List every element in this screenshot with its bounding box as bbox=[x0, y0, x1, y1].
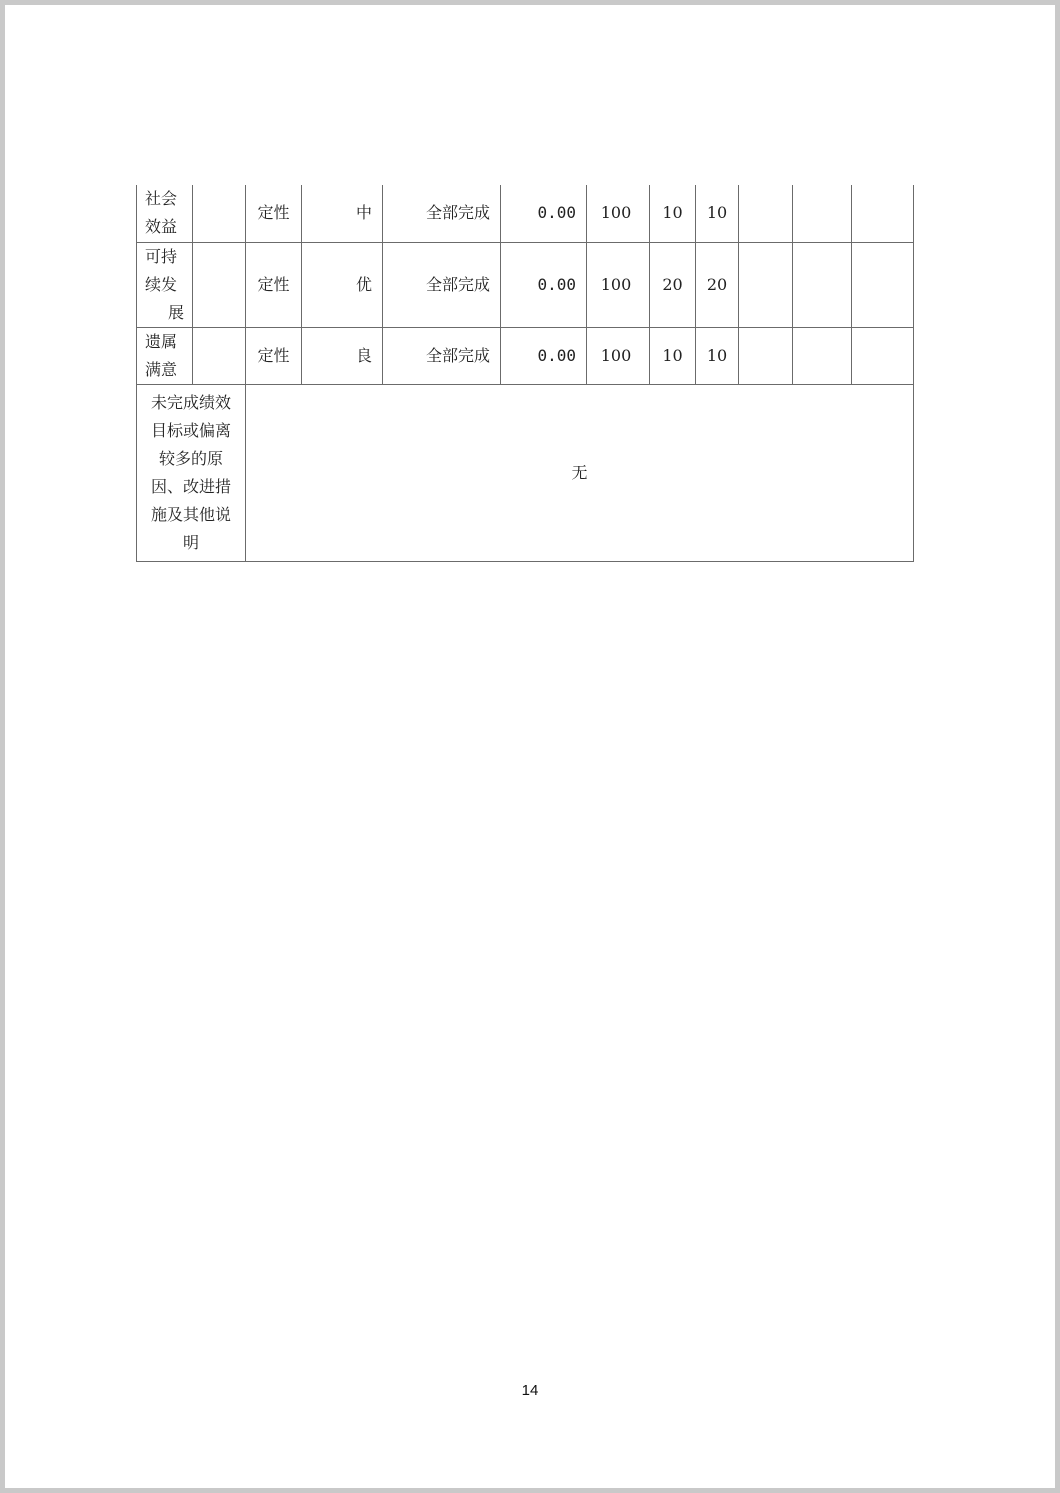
full-score-cell: 100 bbox=[587, 327, 650, 384]
indicator-cell bbox=[137, 185, 193, 242]
status-cell: 全部完成 bbox=[383, 327, 501, 384]
type-cell: 定性 bbox=[246, 327, 302, 384]
empty-cell bbox=[852, 242, 914, 327]
indicator-line: 续发 bbox=[145, 274, 178, 294]
indicator-line: 可持 bbox=[145, 246, 178, 266]
empty-cell bbox=[739, 185, 793, 242]
empty-cell bbox=[793, 185, 852, 242]
weight-cell: 10 bbox=[650, 327, 696, 384]
indicator-line: 满意 bbox=[145, 359, 178, 379]
value-cell: 0.00 bbox=[501, 242, 587, 327]
type-cell: 定性 bbox=[246, 242, 302, 327]
indicator-line: 社会 bbox=[145, 189, 178, 209]
note-label-line: 施及其他说 bbox=[150, 504, 231, 524]
performance-table bbox=[136, 185, 914, 562]
empty-cell bbox=[852, 185, 914, 242]
empty-cell bbox=[739, 327, 793, 384]
full-score-cell: 100 bbox=[587, 185, 650, 242]
indicator-cell bbox=[137, 242, 193, 327]
level-cell: 中 bbox=[302, 185, 383, 242]
status-cell: 全部完成 bbox=[383, 185, 501, 242]
table-row bbox=[137, 327, 914, 384]
type-cell: 定性 bbox=[246, 185, 302, 242]
status-cell: 全部完成 bbox=[383, 242, 501, 327]
note-label-line: 目标或偏离 bbox=[150, 420, 231, 440]
blank-cell bbox=[193, 327, 246, 384]
level-cell: 优 bbox=[302, 242, 383, 327]
note-label-cell bbox=[137, 384, 246, 561]
indicator-cell bbox=[137, 327, 193, 384]
empty-cell bbox=[739, 242, 793, 327]
blank-cell bbox=[193, 242, 246, 327]
blank-cell bbox=[193, 185, 246, 242]
score-cell: 10 bbox=[696, 185, 739, 242]
empty-cell bbox=[793, 242, 852, 327]
level-cell: 良 bbox=[302, 327, 383, 384]
score-cell: 10 bbox=[696, 327, 739, 384]
note-label-line: 未完成绩效 bbox=[150, 392, 231, 412]
value-cell: 0.00 bbox=[501, 327, 587, 384]
indicator-line: 展 bbox=[167, 302, 184, 322]
indicator-line: 效益 bbox=[145, 217, 178, 237]
weight-cell: 20 bbox=[650, 242, 696, 327]
table-row bbox=[137, 384, 914, 561]
full-score-cell: 100 bbox=[587, 242, 650, 327]
table-row bbox=[137, 242, 914, 327]
note-label-line: 因、改进措 bbox=[150, 476, 231, 496]
note-label-line: 明 bbox=[182, 532, 199, 552]
weight-cell: 10 bbox=[650, 185, 696, 242]
table-row bbox=[137, 185, 914, 242]
note-label-line: 较多的原 bbox=[158, 448, 223, 468]
empty-cell bbox=[793, 327, 852, 384]
page-number: 14 bbox=[521, 1382, 539, 1399]
score-cell: 20 bbox=[696, 242, 739, 327]
indicator-line: 遗属 bbox=[145, 331, 178, 351]
empty-cell bbox=[852, 327, 914, 384]
value-cell: 0.00 bbox=[501, 185, 587, 242]
note-value-cell: 无 bbox=[246, 384, 914, 561]
